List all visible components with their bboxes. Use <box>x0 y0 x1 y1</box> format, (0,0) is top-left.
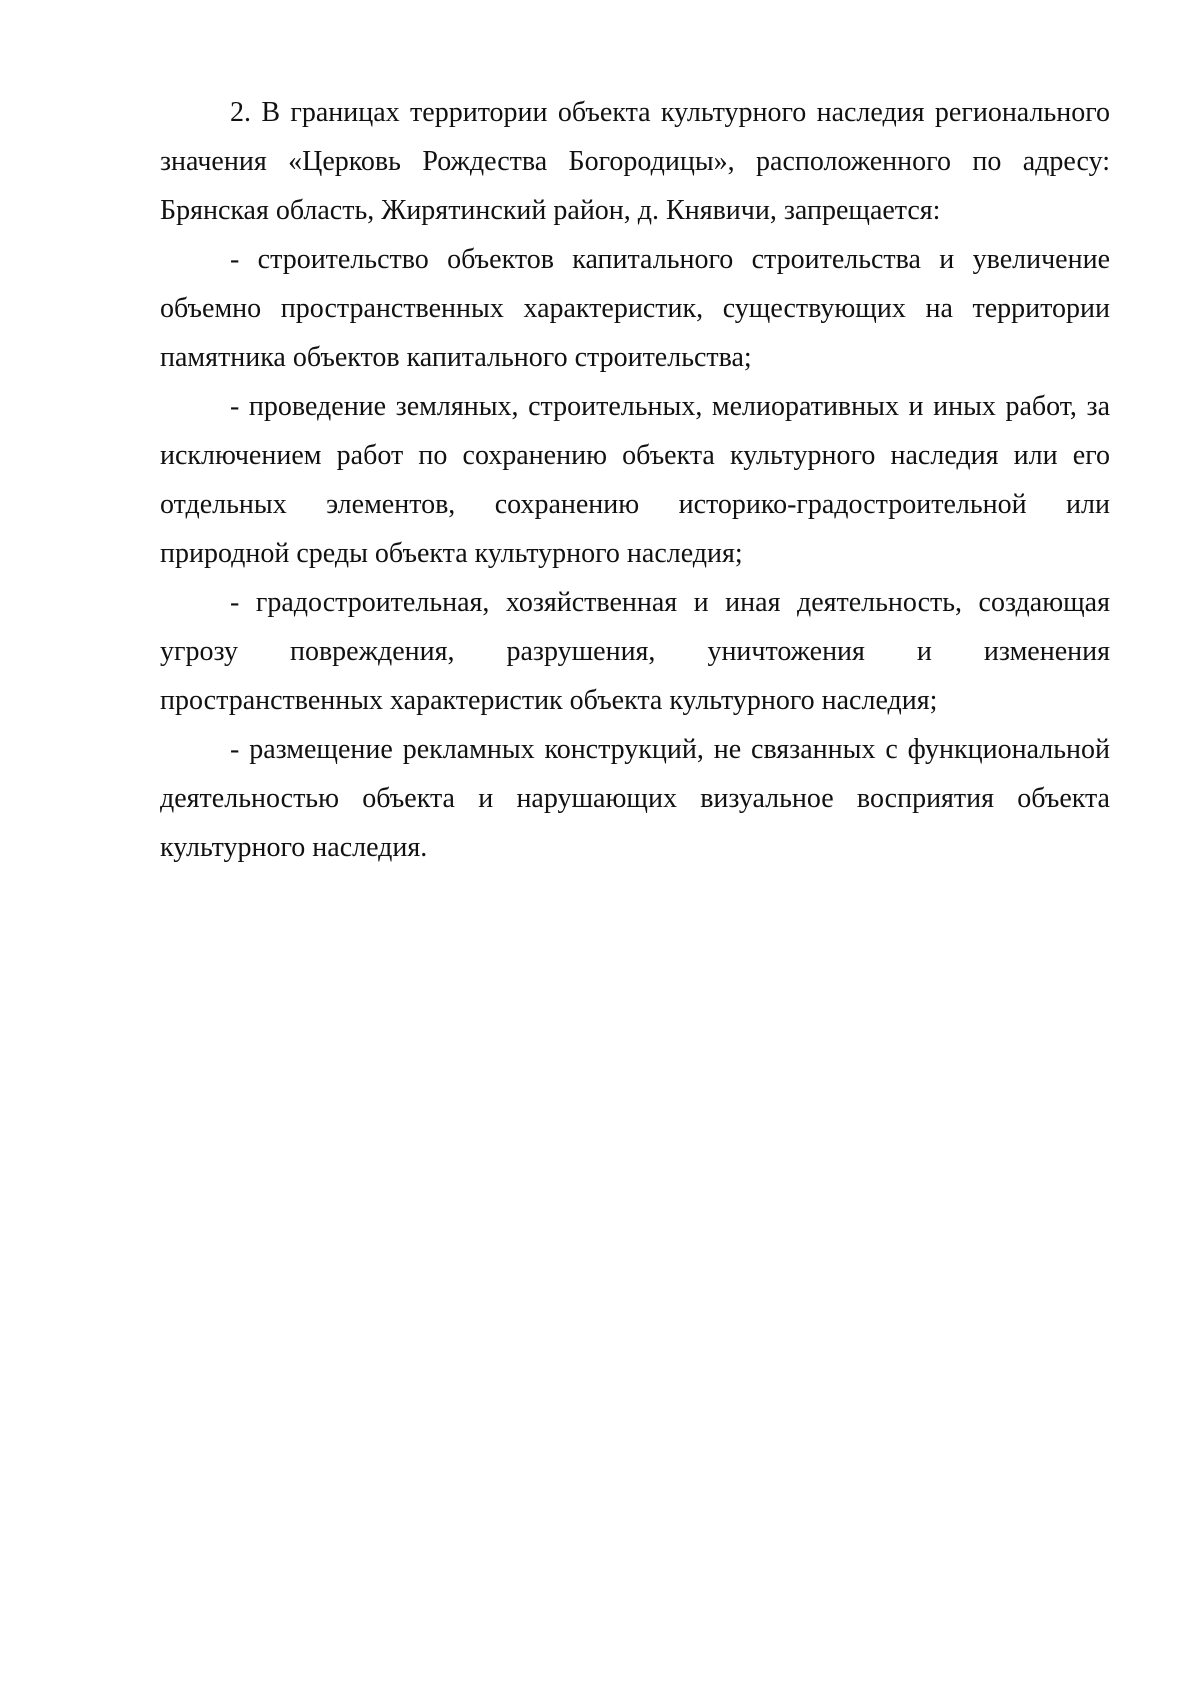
paragraph-intro: 2. В границах территории объекта культурного наследия регионального значения «Церковь Рождества Богородицы», расположенного по адресу: Брянская область, Жирятинский район, д. Княвичи, запрещается: <box>160 97 1110 226</box>
paragraph-earthworks-ban: - проведение земляных, строительных, мелиоративных и иных работ, за исключением работ по сохранению объекта культурного наследия или его отдельных элементов, сохранению историко-градостроительной или природной среды объекта культурного наследия; <box>160 391 1110 569</box>
paragraph-construction-ban: - строительство объектов капитального строительства и увеличение объемно пространственных характеристик, существующих на территории памятника объектов капитального строительства; <box>160 244 1110 373</box>
paragraph-activity-ban: - градостроительная, хозяйственная и иная деятельность, создающая угрозу повреждения, разрушения, уничтожения и изменения пространственных характеристик объекта культурного наследия; <box>160 587 1110 716</box>
document-body <box>160 88 1110 872</box>
paragraph-advertising-ban: - размещение рекламных конструкций, не связанных с функциональной деятельностью объекта и нарушающих визуальное восприятия объекта культурного наследия. <box>160 734 1110 863</box>
